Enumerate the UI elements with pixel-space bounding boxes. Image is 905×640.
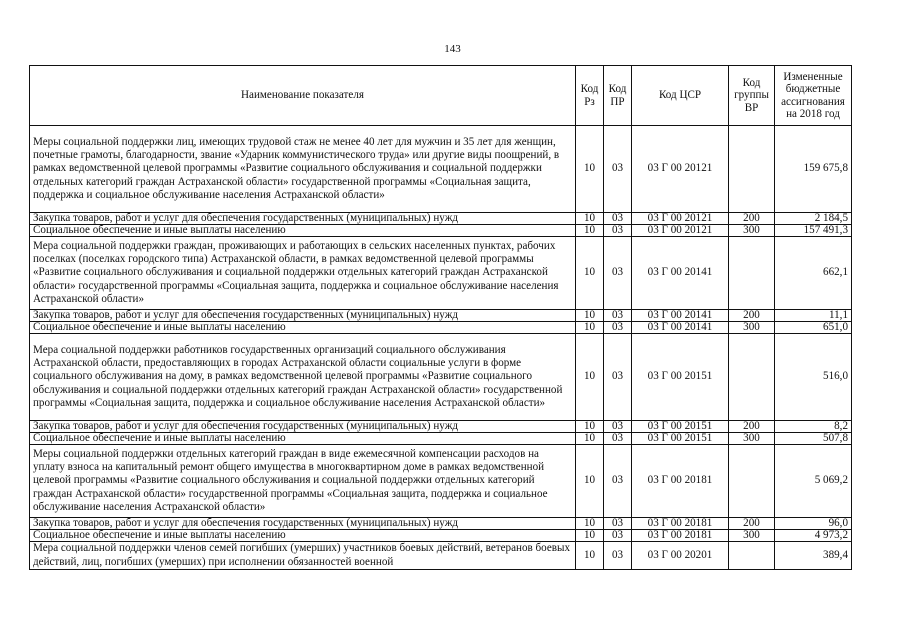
- row-name: Социальное обеспечение и иные выплаты населению: [30, 530, 576, 542]
- row-vr: 300: [729, 530, 775, 542]
- row-name: Закупка товаров, работ и услуг для обеспечения государственных (муниципальных) нужд: [30, 518, 576, 530]
- table-row: [30, 445, 852, 518]
- row-amount: 5 069,2: [775, 445, 852, 518]
- row-name: Социальное обеспечение и иные выплаты населению: [30, 225, 576, 237]
- row-pr: 03: [604, 322, 632, 334]
- row-rz: 10: [576, 126, 604, 213]
- row-name: Мера социальной поддержки граждан, проживающих и работающих в сельских населенных пунктах, рабочих поселках (поселках городского типа) Астраханской области, в рамках ведомственной целевой программы «Развитие социального обслуживания и социальной поддержки отдельных категорий граждан Астраханской области» государственной программы «Социальная защита, поддержка и социальное обслуживание населения Астраханской области»: [30, 237, 576, 310]
- row-name: Мера социальной поддержки членов семей погибших (умерших) участников боевых действий, ветеранов боевых действий, лиц, погибших (умерших) при исполнении обязанностей военной: [30, 542, 576, 570]
- row-name: Меры социальной поддержки отдельных категорий граждан в виде ежемесячной компенсации расходов на уплату взноса на капитальный ремонт общего имущества в многоквартирном доме в рамках ведомственной целевой программы «Развитие социального обслуживания и социальной поддержки отдельных категорий граждан Астраханской области» государственной программы «Социальная защита, поддержка и социальное обслуживание населения Астраханской области»: [30, 445, 576, 518]
- row-amount: 11,1: [775, 310, 852, 322]
- table-row: [30, 213, 852, 225]
- row-csr: 03 Г 00 20141: [632, 310, 729, 322]
- row-vr: [729, 334, 775, 421]
- row-amount: 2 184,5: [775, 213, 852, 225]
- row-name: Меры социальной поддержки лиц, имеющих трудовой стаж не менее 40 лет для мужчин и 35 лет для женщин, почетные грамоты, благодарности, звание «Ударник коммунистического труда» или другие виды поощрений, в рамках ведомственной целевой программы «Развитие социального обслуживания и социальной поддержки отдельных категорий граждан Астраханской области» государственной программы «Социальная защита, поддержка и социальное обслуживание населения Астраханской области»: [30, 126, 576, 213]
- row-amount: 662,1: [775, 237, 852, 310]
- row-rz: 10: [576, 433, 604, 445]
- row-rz: 10: [576, 310, 604, 322]
- row-rz: 10: [576, 225, 604, 237]
- row-pr: 03: [604, 445, 632, 518]
- row-csr: 03 Г 00 20121: [632, 213, 729, 225]
- row-csr: 03 Г 00 20151: [632, 421, 729, 433]
- table-row: [30, 126, 852, 213]
- row-csr: 03 Г 00 20181: [632, 445, 729, 518]
- row-rz: 10: [576, 322, 604, 334]
- row-amount: 4 973,2: [775, 530, 852, 542]
- row-amount: 507,8: [775, 433, 852, 445]
- table-row: [30, 225, 852, 237]
- header-name: Наименование показателя: [30, 66, 576, 126]
- row-rz: 10: [576, 334, 604, 421]
- row-csr: 03 Г 00 20181: [632, 518, 729, 530]
- row-amount: 8,2: [775, 421, 852, 433]
- table-row: [30, 433, 852, 445]
- row-pr: 03: [604, 433, 632, 445]
- table-row: [30, 310, 852, 322]
- row-rz: 10: [576, 213, 604, 225]
- row-amount: 389,4: [775, 542, 852, 570]
- row-rz: 10: [576, 518, 604, 530]
- header-rz: Код Рз: [576, 66, 604, 126]
- row-amount: 516,0: [775, 334, 852, 421]
- row-csr: 03 Г 00 20121: [632, 126, 729, 213]
- row-rz: 10: [576, 237, 604, 310]
- row-pr: 03: [604, 126, 632, 213]
- row-pr: 03: [604, 518, 632, 530]
- row-rz: 10: [576, 445, 604, 518]
- row-vr: [729, 126, 775, 213]
- header-pr: Код ПР: [604, 66, 632, 126]
- row-vr: 300: [729, 225, 775, 237]
- row-vr: 200: [729, 310, 775, 322]
- table-row: [30, 334, 852, 421]
- row-pr: 03: [604, 213, 632, 225]
- row-vr: 300: [729, 433, 775, 445]
- row-csr: 03 Г 00 20121: [632, 225, 729, 237]
- table-row: [30, 530, 852, 542]
- row-amount: 159 675,8: [775, 126, 852, 213]
- row-csr: 03 Г 00 20201: [632, 542, 729, 570]
- row-csr: 03 Г 00 20181: [632, 530, 729, 542]
- row-name: Закупка товаров, работ и услуг для обеспечения государственных (муниципальных) нужд: [30, 213, 576, 225]
- row-pr: 03: [604, 237, 632, 310]
- row-pr: 03: [604, 421, 632, 433]
- row-csr: 03 Г 00 20151: [632, 433, 729, 445]
- table-header-row: [30, 66, 852, 126]
- row-amount: 651,0: [775, 322, 852, 334]
- row-vr: [729, 237, 775, 310]
- table-row: [30, 518, 852, 530]
- row-rz: 10: [576, 421, 604, 433]
- row-name: Мера социальной поддержки работников государственных организаций социального обслуживания Астраханской области, предоставляющих в городах Астраханской области социальные услуги в форме социального обслуживания на дому, в рамках ведомственной целевой программы «Развитие социального обслуживания и социальной поддержки отдельных категорий граждан Астраханской области» государственной программы «Социальная защита, поддержка и социальное обслуживание населения Астраханской области»: [30, 334, 576, 421]
- budget-table: [29, 65, 852, 570]
- row-vr: 200: [729, 421, 775, 433]
- row-csr: 03 Г 00 20141: [632, 237, 729, 310]
- row-amount: 157 491,3: [775, 225, 852, 237]
- row-pr: 03: [604, 310, 632, 322]
- table-row: [30, 237, 852, 310]
- row-vr: 300: [729, 322, 775, 334]
- row-name: Закупка товаров, работ и услуг для обеспечения государственных (муниципальных) нужд: [30, 310, 576, 322]
- page-number: 143: [444, 43, 461, 55]
- row-pr: 03: [604, 542, 632, 570]
- table-row: [30, 322, 852, 334]
- table-row: [30, 421, 852, 433]
- row-vr: 200: [729, 213, 775, 225]
- row-vr: [729, 445, 775, 518]
- header-csr: Код ЦСР: [632, 66, 729, 126]
- header-amount: Измененные бюджетные ассигнования на 2018 год: [775, 66, 852, 126]
- row-name: Социальное обеспечение и иные выплаты населению: [30, 322, 576, 334]
- row-vr: 200: [729, 518, 775, 530]
- row-pr: 03: [604, 334, 632, 421]
- row-name: Социальное обеспечение и иные выплаты населению: [30, 433, 576, 445]
- row-rz: 10: [576, 542, 604, 570]
- row-rz: 10: [576, 530, 604, 542]
- table-row: [30, 542, 852, 570]
- header-vr: Код группы ВР: [729, 66, 775, 126]
- row-pr: 03: [604, 225, 632, 237]
- row-amount: 96,0: [775, 518, 852, 530]
- row-csr: 03 Г 00 20151: [632, 334, 729, 421]
- row-name: Закупка товаров, работ и услуг для обеспечения государственных (муниципальных) нужд: [30, 421, 576, 433]
- row-csr: 03 Г 00 20141: [632, 322, 729, 334]
- row-pr: 03: [604, 530, 632, 542]
- row-vr: [729, 542, 775, 570]
